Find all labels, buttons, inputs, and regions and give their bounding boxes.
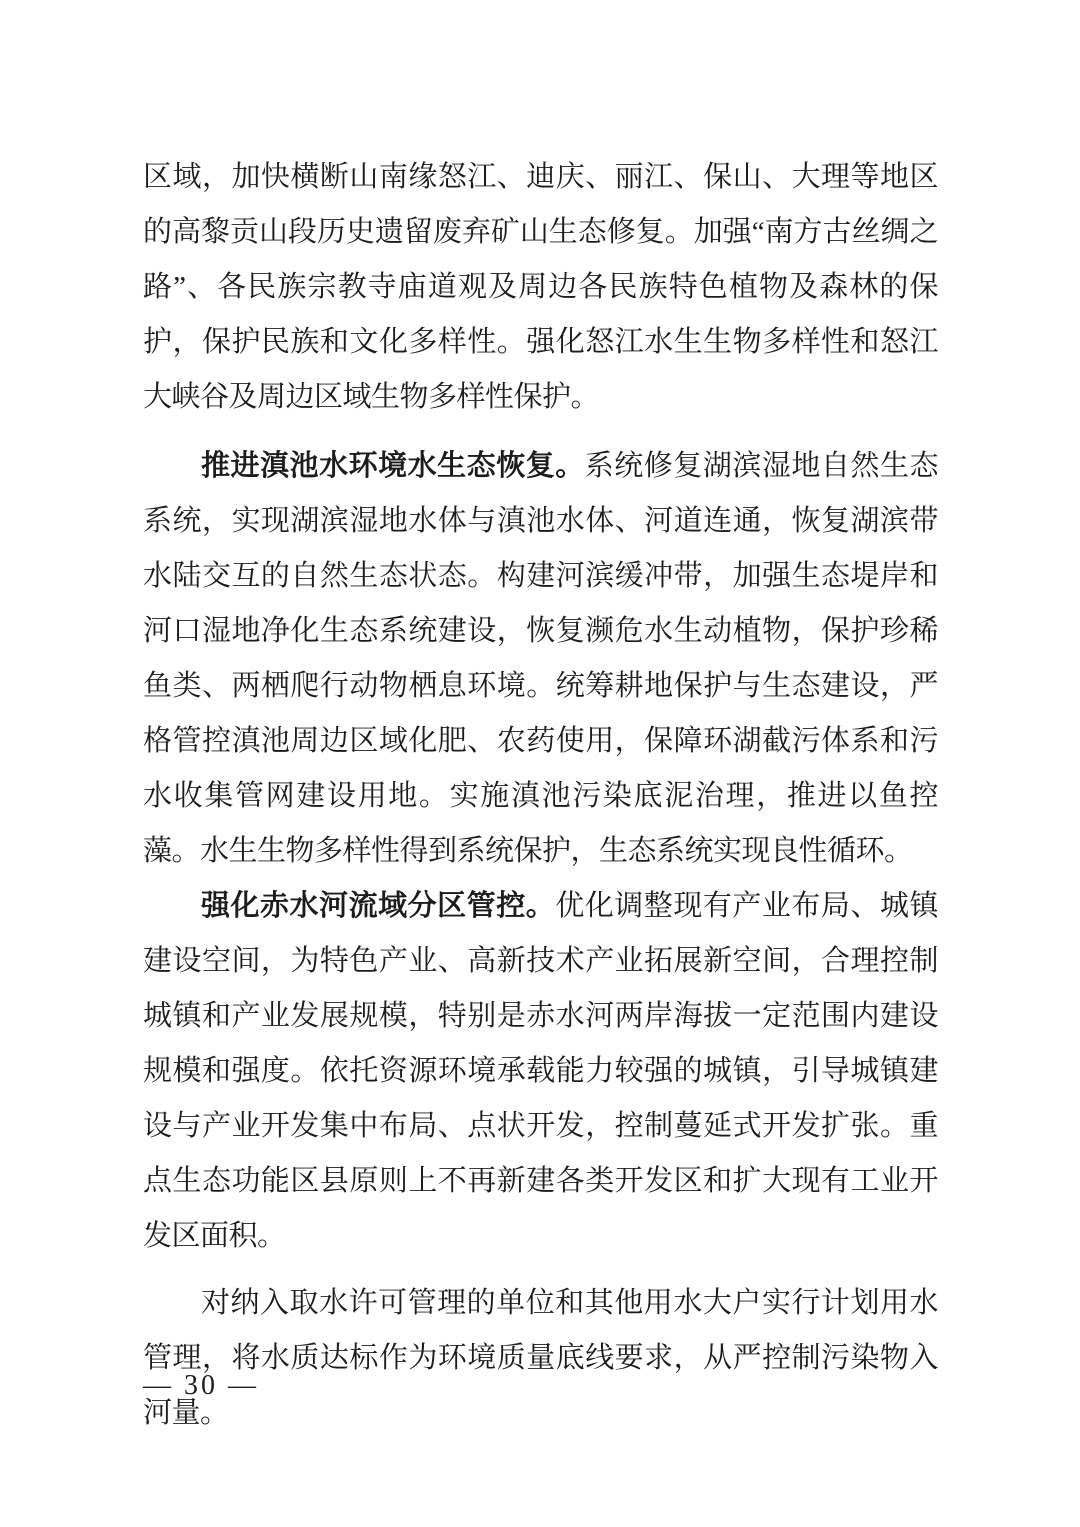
document-body bbox=[143, 150, 938, 1441]
page-number: — 30 — bbox=[143, 1370, 259, 1401]
paragraph-text: 系统修复湖滨湿地自然生态系统，实现湖滨湿地水体与滇池水体、河道连通，恢复湖滨带水陆交互的自然生态状态。构建河滨缓冲带，加强生态堤岸和河口湿地净化生态系统建设，恢复濒危水生动植物，保护珍稀鱼类、两栖爬行动物栖息环境。统筹耕地保护与生态建设，严格管控滇池周边区域化肥、农药使用，保障环湖截污体系和污水收集管网建设用地。实施滇池污染底泥治理，推进以鱼控藻。水生生物多样性得到系统保护，生态系统实现良性循环。 bbox=[143, 450, 938, 867]
paragraph-3 bbox=[143, 879, 938, 1264]
paragraph-lead-bold: 强化赤水河流域分区管控。 bbox=[201, 890, 556, 922]
paragraph-text: 对纳入取水许可管理的单位和其他用水大户实行计划用水管理，将水质达标作为环境质量底线要求，从严控制污染物入河量。 bbox=[143, 1287, 938, 1429]
page-footer bbox=[143, 1358, 259, 1413]
paragraph-text: 区域，加快横断山南缘怒江、迪庆、丽江、保山、大理等地区的高黎贡山段历史遗留废弃矿山生态修复。加强“南方古丝绸之路”、各民族宗教寺庙道观及周边各民族特色植物及森林的保护，保护民族和文化多样性。强化怒江水生生物多样性和怒江大峡谷及周边区域生物多样性保护。 bbox=[143, 161, 938, 413]
paragraph-4 bbox=[143, 1276, 938, 1441]
paragraph-1 bbox=[143, 150, 938, 425]
paragraph-2 bbox=[143, 439, 938, 879]
paragraph-text: 优化调整现有产业布局、城镇建设空间，为特色产业、高新技术产业拓展新空间，合理控制城镇和产业发展规模，特别是赤水河两岸海拔一定范围内建设规模和强度。依托资源环境承载能力较强的城镇，引导城镇建设与产业开发集中布局、点状开发，控制蔓延式开发扩张。重点生态功能区县原则上不再新建各类开发区和扩大现有工业开发区面积。 bbox=[143, 890, 938, 1252]
paragraph-lead-bold: 推进滇池水环境水生态恢复。 bbox=[201, 450, 585, 482]
